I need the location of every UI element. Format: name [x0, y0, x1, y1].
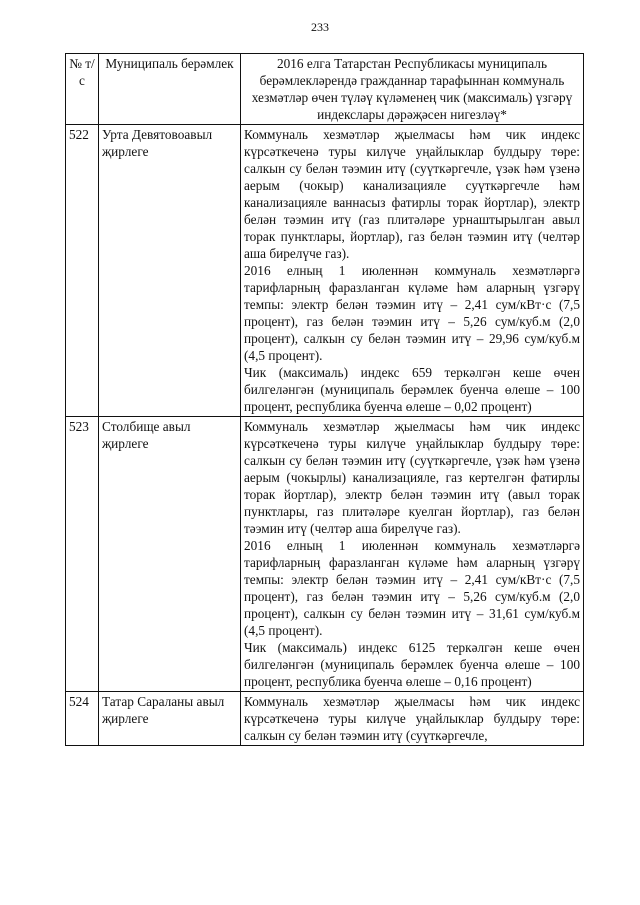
header-municipality: Муниципаль берәмлек	[99, 54, 241, 125]
table-row	[66, 125, 584, 417]
row-paragraph: 2016 елның 1 июленнән коммуналь хезмәтләргә тарифларның фаразланган күләме һәм аларның үзгәрү темпы: электр белән тәэмин итү – 2,41 сум/кВт·с (7,5 процент), газ белән тәэмин итү – 5,26 сум/куб.м (2,0 процент), салкын су белән тәэмин итү – 29,96 сум/куб.м (4,5 процент).	[244, 263, 580, 363]
page-number: 233	[311, 20, 329, 34]
table-row	[66, 417, 584, 692]
row-paragraph: Коммуналь хезмәтләр җыелмасы һәм чик индекс күрсәткеченә туры килүче уңайлыклар булдыру төре: салкын су белән тәэмин итү (суүткәргечле, үзәк һәм үзенә аерым (чокырлы) канализацияле, газ кертелгән фатирлы торак йортлар), электр белән тәэмин итү (авыл торак пунктлары, газ плитәләре куелган йортлар), газ белән тәэмин итү (челтәр аша бирелүче газ).	[244, 419, 580, 536]
row-number: 523	[66, 417, 99, 692]
header-number: № т/с	[66, 54, 99, 125]
row-municipality: Урта Девятовоавыл җирлеге	[99, 125, 241, 417]
indices-table	[65, 53, 584, 746]
row-description	[241, 417, 584, 692]
row-paragraph: Чик (максималь) индекс 659 теркәлгән кеше өчен билгеләнгән (муниципаль берәмлек буенча өлеше – 100 процент, республика буенча өлеше – 0,02 процент)	[244, 365, 580, 414]
row-number: 524	[66, 692, 99, 746]
row-description	[241, 125, 584, 417]
row-paragraph: 2016 елның 1 июленнән коммуналь хезмәтләргә тарифларның фаразланган күләме һәм аларның үзгәрү темпы: электр белән тәэмин итү – 2,41 сум/кВт·с (7,5 процент), газ белән тәэмин итү – 5,26 сум/куб.м (2,0 процент), салкын су белән тәэмин итү – 31,61 сум/куб.м (4,5 процент).	[244, 538, 580, 638]
row-paragraph: Чик (максималь) индекс 6125 теркәлгән кеше өчен билгеләнгән (муниципаль берәмлек буенча өлеше – 100 процент, республика буенча өлеше – 0,16 процент)	[244, 640, 580, 689]
header-description: 2016 елга Татарстан Республикасы муниципаль берәмлекләрендә гражданнар тарафыннан коммуналь хезмәтләр өчен түләү күләменең чик (максималь) үзгәрү индекслары дәрәҗәсен нигезләү*	[241, 54, 584, 125]
row-number: 522	[66, 125, 99, 417]
row-municipality: Столбище авыл җирлеге	[99, 417, 241, 692]
table-row	[66, 692, 584, 746]
row-paragraph: Коммуналь хезмәтләр җыелмасы һәм чик индекс күрсәткеченә туры килүче уңайлыклар булдыру төре: салкын су белән тәэмин итү (суүткәргечле,	[244, 694, 580, 743]
row-paragraph: Коммуналь хезмәтләр җыелмасы һәм чик индекс күрсәткеченә туры килүче уңайлыклар булдыру төре: салкын су белән тәэмин итү (суүткәргечле, үзәк һәм үзенә аерым (чокыр) канализацияле суүткәргечле һәм канализацияле ваннасыз фатирлы торак йортлар), электр белән тәэмин итү (газ плитәләре урнаштырылган авыл торак пунктлары, йортлар), газ белән тәэмин итү (челтәр аша бирелүче газ).	[244, 127, 580, 261]
table-header-row	[66, 54, 584, 125]
row-municipality: Татар Сараланы авыл җирлеге	[99, 692, 241, 746]
row-description	[241, 692, 584, 746]
